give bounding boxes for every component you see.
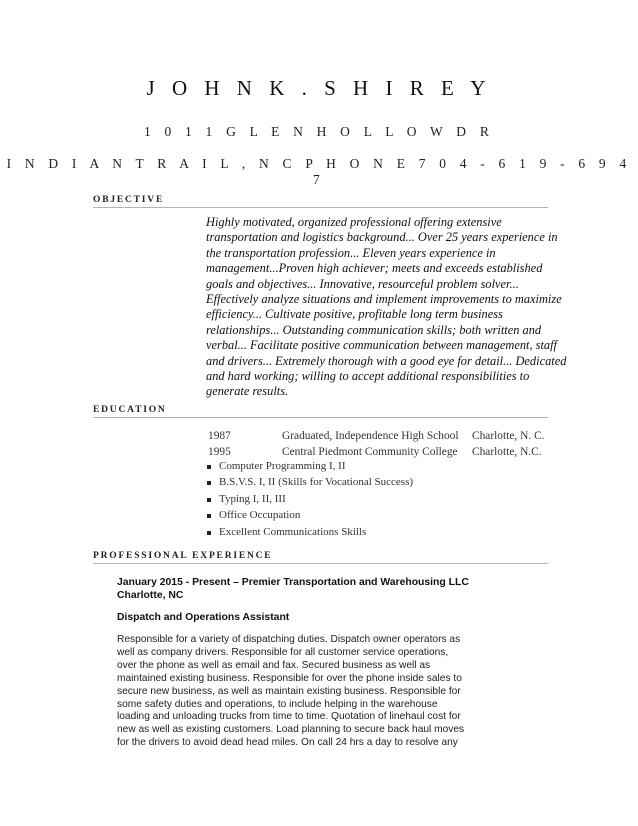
course-label: Typing I, II, III	[219, 492, 286, 505]
education-year: 1995	[208, 446, 231, 458]
job-title: Dispatch and Operations Assistant	[117, 612, 290, 623]
education-location: Charlotte, N. C.	[472, 430, 545, 442]
course-label: Office Occupation	[219, 509, 301, 522]
course-item	[207, 476, 413, 492]
experience-divider	[93, 563, 548, 564]
job-description-line: well as company drivers. Responsible for all customer service operations,	[117, 646, 449, 658]
bullet-square-icon	[207, 465, 211, 469]
job-location: Charlotte, NC	[117, 590, 184, 601]
education-year: 1987	[208, 430, 231, 442]
job-description-line: for the drivers to avoid dead head miles. On call 24 hrs a day to resolve any	[117, 737, 458, 749]
objective-line: generate results.	[206, 384, 289, 399]
objective-line: the transportation profession... Eleven years experience in	[206, 245, 496, 260]
objective-line: and drivers... Extremely thorough with a good eye for detail... Dedicated	[206, 353, 567, 368]
course-list	[207, 460, 413, 542]
education-heading: EDUCATION	[93, 405, 167, 415]
objective-line: transportation and logistics background... Over 25 years experience in	[206, 230, 558, 245]
education-divider	[93, 417, 548, 418]
street-address: 1 0 1 1 G L E N H O L L O W D R	[143, 124, 495, 139]
objective-line: relationships... Outstanding communication skills; both written and	[206, 322, 542, 337]
job-description-line: secure new business, as well as maintain existing business. Responsible for	[117, 685, 461, 697]
course-item	[207, 460, 413, 476]
bullet-square-icon	[207, 531, 211, 535]
course-item	[207, 509, 413, 525]
objective-line: Highly motivated, organized professional offering extensive	[206, 215, 502, 229]
job-description-line: over the phone as well as email and fax. Secured business as well as	[117, 659, 431, 671]
course-label: B.S.V.S. I, II (Skills for Vocational Success)	[219, 476, 414, 489]
job-description-line: some safety duties and operations, to include helping in the warehouse	[117, 698, 438, 710]
job-description	[117, 634, 464, 750]
course-item	[207, 526, 413, 542]
job-description-line: new as well as existing customers. Load planning to secure back haul moves	[117, 724, 465, 736]
bullet-square-icon	[207, 481, 211, 485]
experience-heading: PROFESSIONAL EXPERIENCE	[93, 551, 273, 561]
bullet-square-icon	[207, 514, 211, 518]
objective-line: Effectively analyze situations and implement improvements to maximize	[206, 292, 562, 307]
objective-text	[206, 215, 567, 400]
objective-heading: OBJECTIVE	[93, 195, 165, 205]
objective-line: verbal... Facilitate positive communication between management, staff	[206, 338, 557, 353]
course-label: Computer Programming I, II	[219, 460, 346, 472]
bullet-square-icon	[207, 498, 211, 502]
job-description-line: Responsible for a variety of dispatching duties. Dispatch owner operators as	[117, 634, 461, 645]
education-description: Graduated, Independence High School	[282, 430, 459, 442]
course-item	[207, 493, 413, 509]
job-description-line: loading and unloading trucks from time to time. Quotation of linehaul cost for	[117, 711, 461, 723]
job-dates-company: January 2015 - Present – Premier Transportation and Warehousing LLC	[117, 577, 469, 588]
objective-divider	[93, 207, 548, 208]
objective-line: efficiency... Cultivate positive, profitable long term business	[206, 307, 503, 322]
objective-line: and hard working; willing to accept additional responsibilities to	[206, 369, 530, 384]
job-description-line: maintained existing business. Responsible for over the phone inside sales to	[117, 672, 462, 684]
objective-line: management...Proven high achiever; meets and exceeds established	[206, 261, 543, 276]
objective-line: goals and objectives... Innovative, resourceful problem solver...	[206, 276, 519, 291]
education-location: Charlotte, N.C.	[472, 446, 542, 458]
candidate-name: J O H N K . S H I R E Y	[146, 76, 492, 100]
city-and-phone: I N D I A N T R A I L , N C P H O N E 7 0 4 - 6 1 9 - 6 9 4 7	[6, 156, 632, 187]
course-label: Excellent Communications Skills	[219, 525, 367, 538]
education-description: Central Piedmont Community College	[282, 446, 458, 458]
